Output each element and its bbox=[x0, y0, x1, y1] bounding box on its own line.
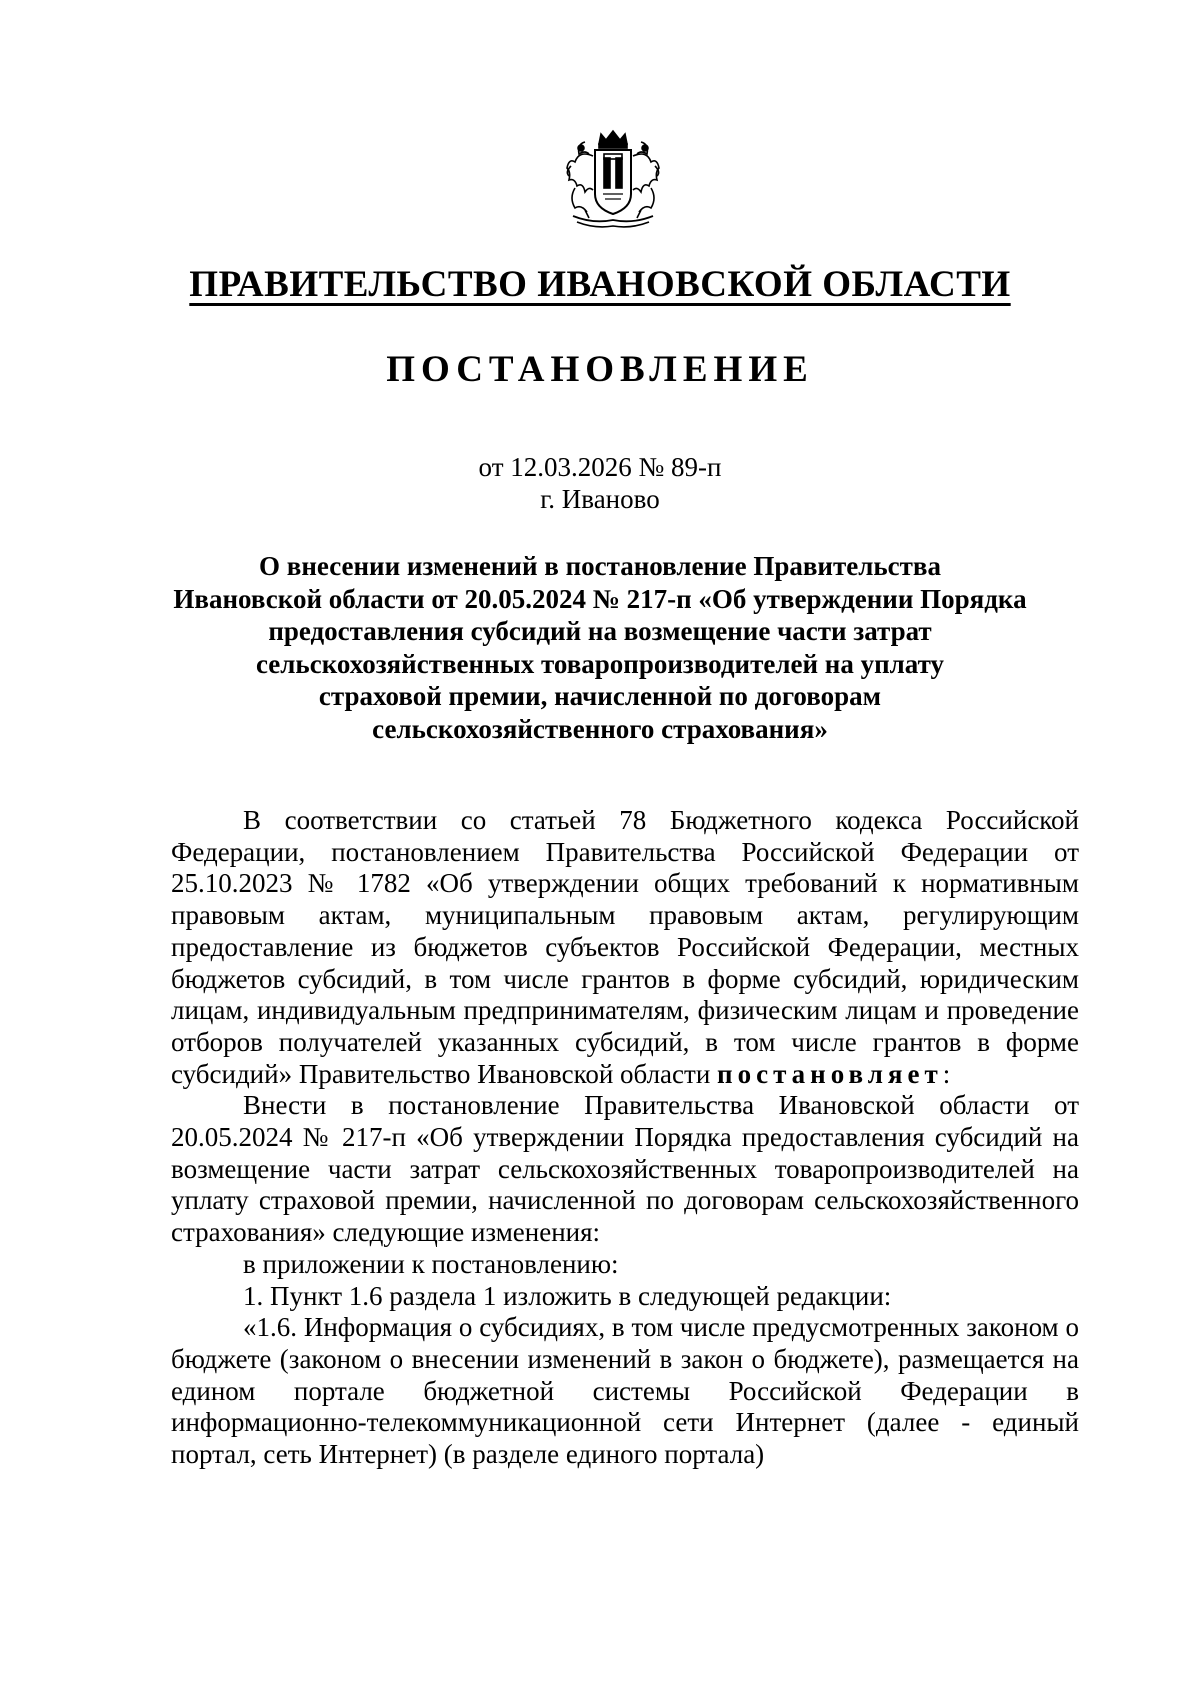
item-paragraph: 1. Пункт 1.6 раздела 1 изложить в следующей редакции: bbox=[243, 1280, 892, 1311]
clause-paragraph: «1.6. Информация о субсидиях, в том числе предусмотренных законом о бюджете (законом о внесении изменений в закон о бюджете), размещается на едином портале бюджетной системы Российской Федерации в информационно-телекоммуникационной сети Интернет (далее - единый портал, сеть Интернет) (в разделе единого портала) bbox=[171, 1312, 1079, 1470]
appendix-paragraph: в приложении к постановлению: bbox=[243, 1248, 619, 1279]
date-number-block bbox=[0, 451, 1200, 515]
preamble-text: В соответствии со статьей 78 Бюджетного кодекса Российской Федерации, постановлением Правительства Российской Федерации от 25.10.2023 № 1782 «Об утверждении общих требований к нормативным правовым актам, муниципальным правовым актам, регулирующим предоставление из бюджетов субъектов Российской Федерации, местных бюджетов субсидий, в том числе грантов в форме субсидий, юридическим лицам, индивидуальным предпринимателям, физическим лицам и проведение отборов получателей указанных субсидий, в том числе грантов в форме субсидий» Правительство Ивановской области bbox=[171, 805, 1079, 1089]
coat-of-arms-icon bbox=[555, 128, 671, 232]
subject-line: сельскохозяйственного страхования» bbox=[372, 713, 828, 744]
document-subject bbox=[150, 550, 1050, 745]
subject-line: О внесении изменений в постановление Правительства bbox=[259, 551, 941, 581]
subject-line: Ивановской области от 20.05.2024 № 217-п «Об утверждении Порядка bbox=[173, 583, 1027, 614]
government-title bbox=[0, 263, 1200, 306]
government-title-text: ПРАВИТЕЛЬСТВО ИВАНОВСКОЙ ОБЛАСТИ bbox=[189, 264, 1011, 305]
amendment-paragraph: Внести в постановление Правительства Ивановской области от 20.05.2024 № 217-п «Об утверждении Порядка предоставления субсидий на возмещение части затрат сельскохозяйственных товаропроизводителей на уплату страховой премии, начисленной по договорам сельскохозяйственного страхования» следующие изменения: bbox=[171, 1090, 1079, 1248]
city: г. Иваново bbox=[540, 484, 660, 514]
document-body bbox=[171, 805, 1079, 1471]
date-number: от 12.03.2026 № 89-п bbox=[478, 452, 722, 482]
subject-line: предоставления субсидий на возмещение части затрат bbox=[268, 616, 932, 646]
preamble-end: : bbox=[942, 1058, 951, 1089]
document-type: ПОСТАНОВЛЕНИЕ bbox=[386, 349, 814, 390]
preamble-paragraph bbox=[171, 805, 1079, 1090]
subject-line: страховой премии, начисленной по договорам bbox=[318, 681, 882, 711]
subject-line: сельскохозяйственных товаропроизводителей на уплату bbox=[255, 648, 945, 679]
decree-word: постановляет bbox=[717, 1058, 943, 1089]
